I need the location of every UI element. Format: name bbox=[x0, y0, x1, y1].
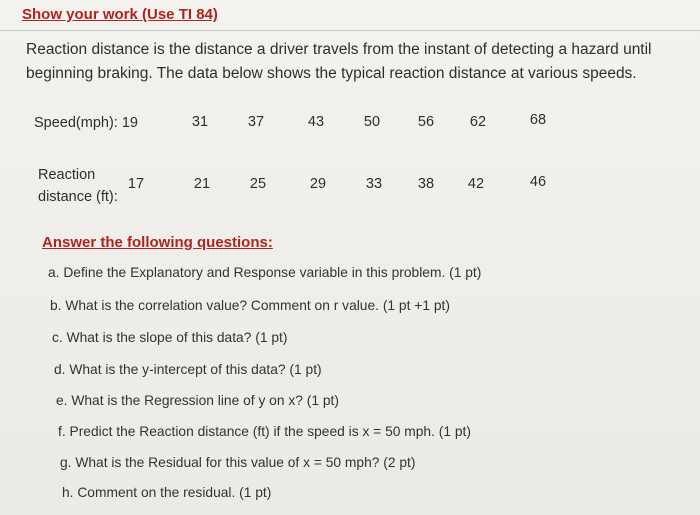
question-item: h. Comment on the residual. (1 pt) bbox=[62, 485, 272, 500]
distance-value: 33 bbox=[365, 176, 383, 192]
speed-value: 68 bbox=[529, 112, 547, 128]
speed-value: 56 bbox=[417, 114, 435, 130]
question-item: c. What is the slope of this data? (1 pt) bbox=[52, 330, 288, 345]
divider bbox=[0, 30, 700, 31]
distance-label-line2: distance (ft): bbox=[38, 189, 118, 205]
question-item: g. What is the Residual for this value of x = 50 mph? (2 pt) bbox=[60, 455, 416, 470]
page-title: Show your work (Use TI 84) bbox=[22, 6, 218, 23]
question-item: a. Define the Explanatory and Response variable in this problem. (1 pt) bbox=[48, 265, 482, 280]
intro-paragraph: Reaction distance is the distance a driver travels from the instant of detecting a hazard until beginning braking. The data below shows the typical reaction distance at various speeds. bbox=[26, 41, 652, 82]
question-item: f. Predict the Reaction distance (ft) if the speed is x = 50 mph. (1 pt) bbox=[58, 424, 471, 439]
distance-value: 42 bbox=[467, 176, 485, 192]
distance-value: 38 bbox=[417, 176, 435, 192]
speed-value: 62 bbox=[469, 114, 487, 130]
speed-value: 50 bbox=[363, 114, 381, 130]
distance-value: 17 bbox=[127, 176, 145, 192]
distance-value: 21 bbox=[193, 176, 211, 192]
distance-label-line1: Reaction bbox=[38, 167, 96, 183]
question-item: b. What is the correlation value? Comment on r value. (1 pt +1 pt) bbox=[50, 298, 450, 313]
speed-label: Speed(mph): 19 bbox=[34, 115, 138, 131]
speed-value: 43 bbox=[307, 114, 325, 130]
speed-value: 37 bbox=[247, 114, 265, 130]
answer-heading: Answer the following questions: bbox=[42, 234, 273, 251]
distance-value: 46 bbox=[529, 174, 547, 190]
distance-value: 29 bbox=[309, 176, 327, 192]
question-item: d. What is the y-intercept of this data? (1 pt) bbox=[54, 362, 322, 377]
question-item: e. What is the Regression line of y on x? (1 pt) bbox=[56, 393, 339, 408]
speed-value: 31 bbox=[191, 114, 209, 130]
distance-value: 25 bbox=[249, 176, 267, 192]
